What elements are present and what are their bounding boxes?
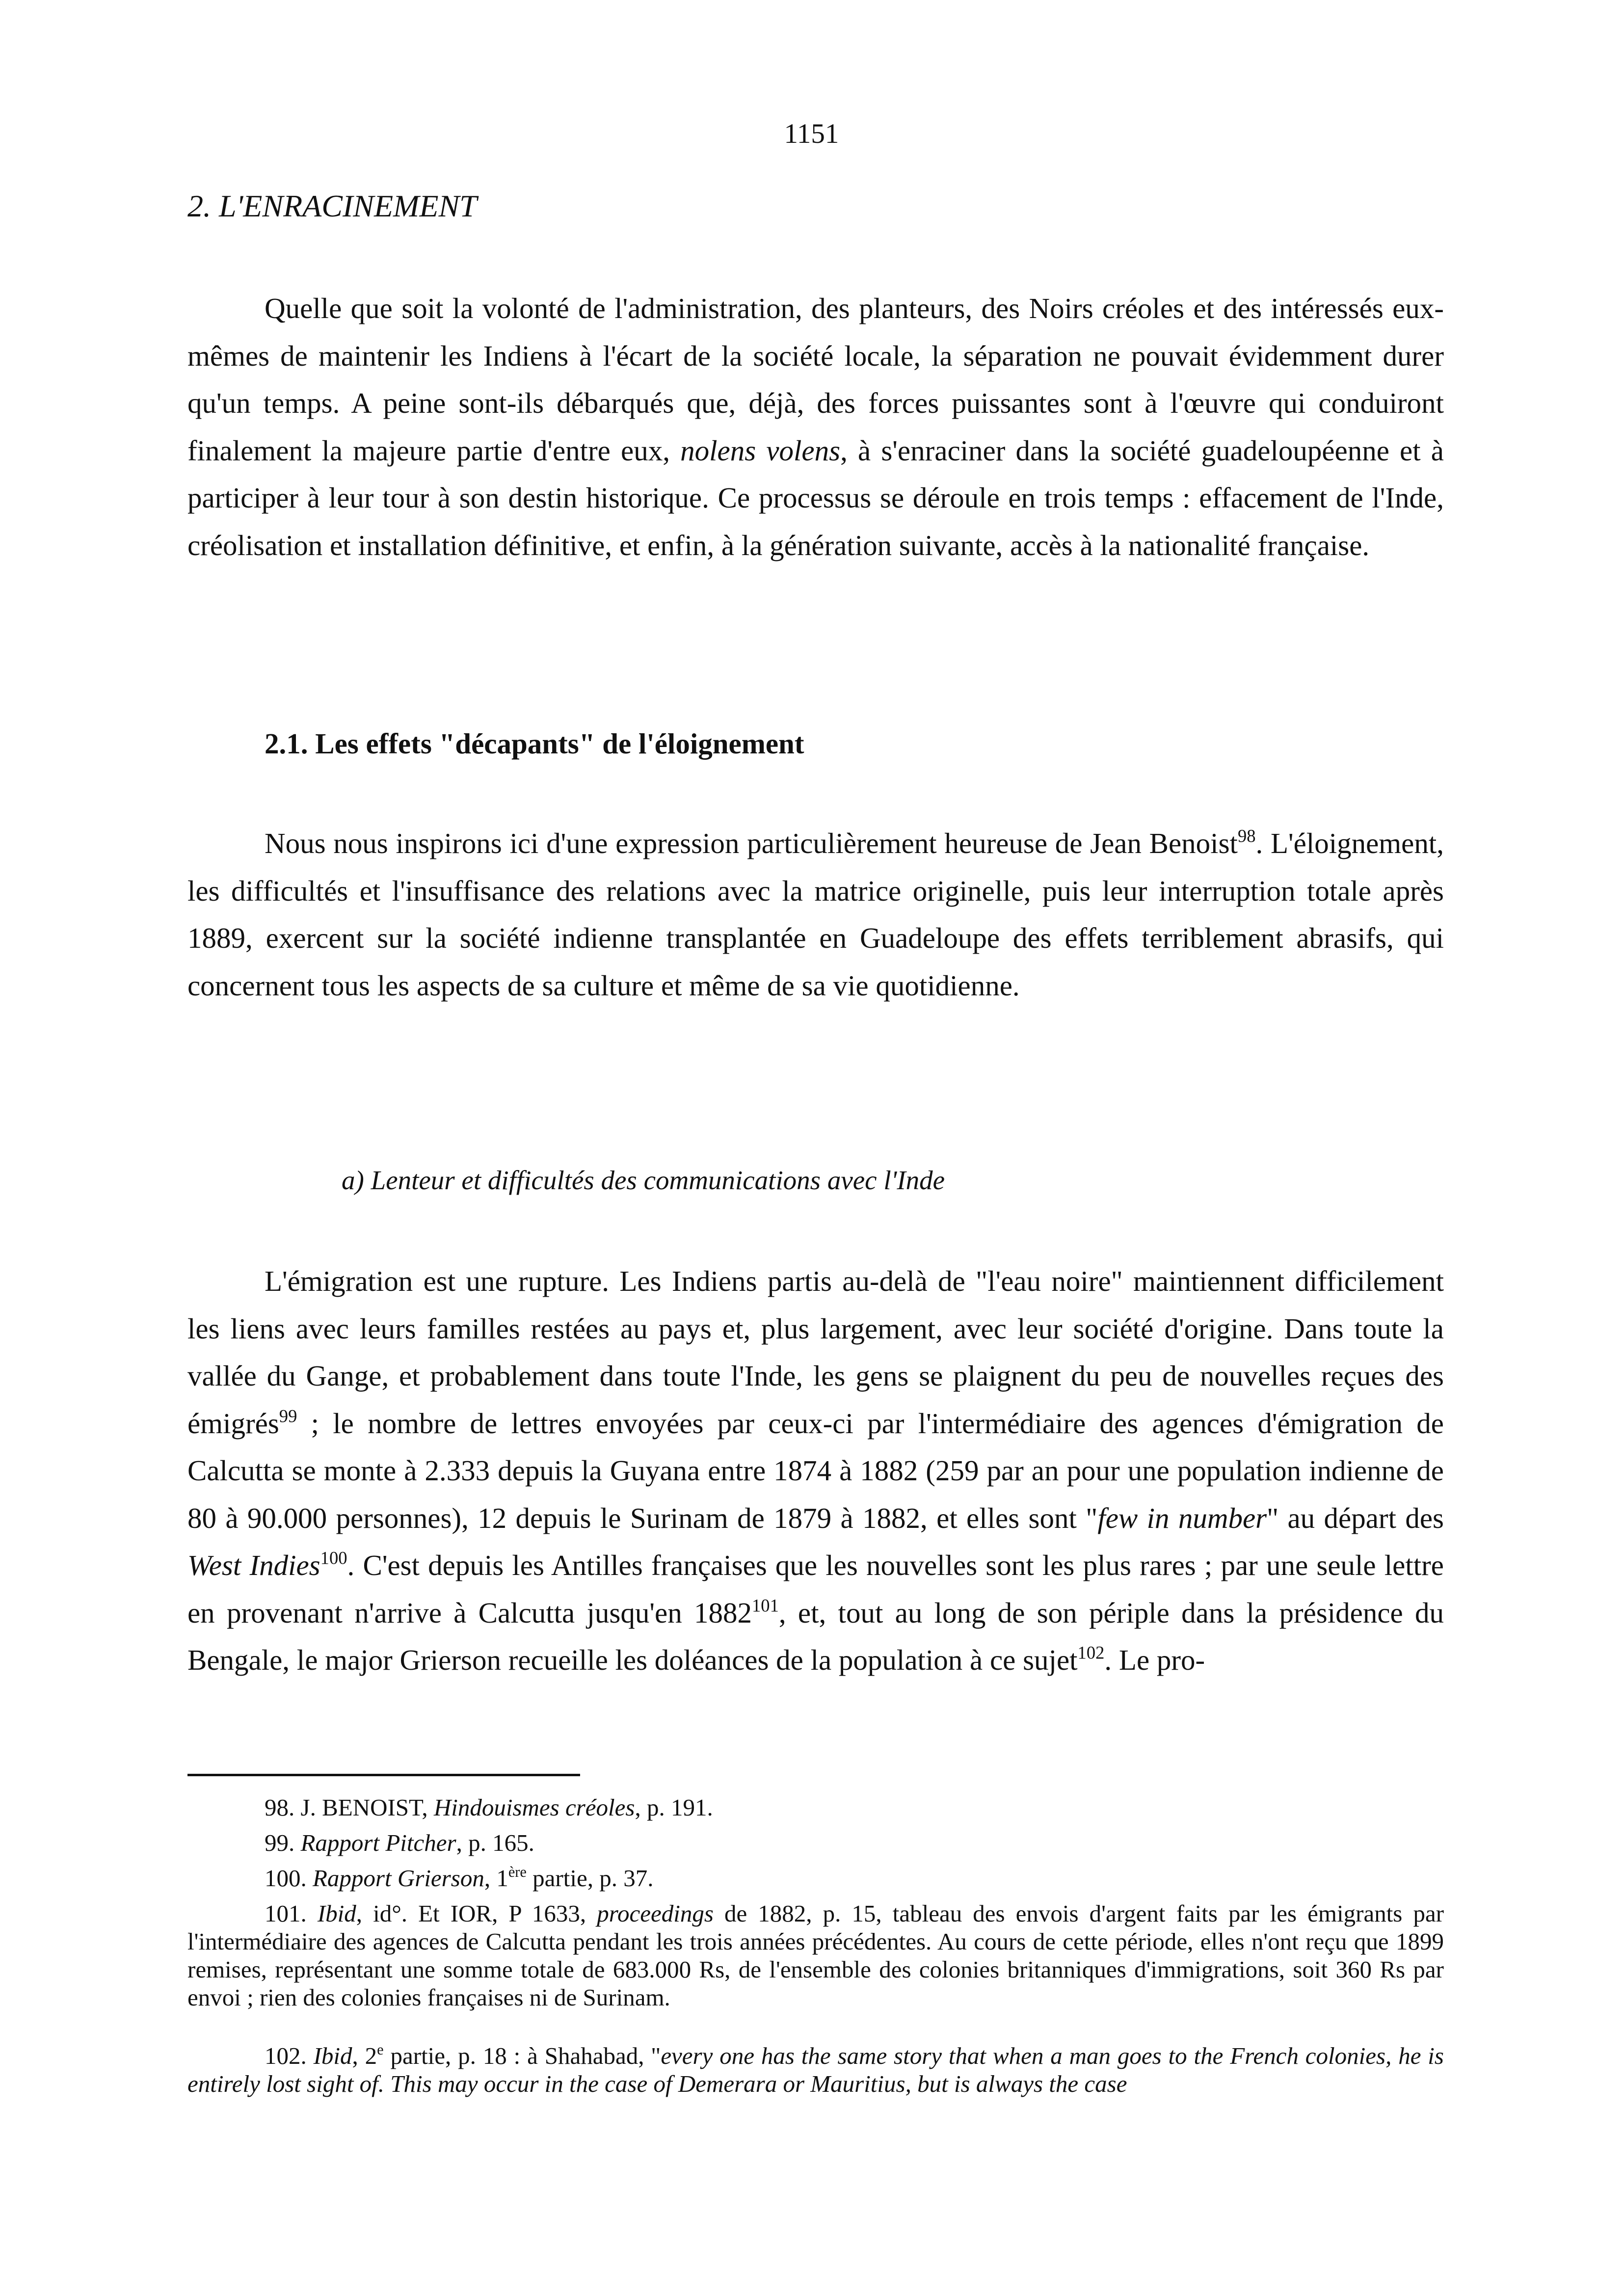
subsection-paragraph xyxy=(187,820,1444,1009)
fn99-page: , p. 165. xyxy=(456,1829,534,1856)
fn101-ibid: Ibid xyxy=(317,1900,356,1927)
fn101-num: 101. xyxy=(265,1900,318,1927)
fn100-num: 100. xyxy=(265,1865,313,1892)
footnote-99 xyxy=(187,1829,1444,1857)
sub-subsection-title: a) Lenteur et difficultés des communications avec l'Inde xyxy=(342,1165,945,1195)
footnote-ref-102[interactable]: 102 xyxy=(1077,1642,1105,1663)
main-italic-1: few in number xyxy=(1097,1501,1267,1534)
fn102-quote: every one has the same story that when a man goes to the French colonies, he is entirely lost sight of. This may occur in the case of Demerara or Mauritius, but is always the case xyxy=(187,2042,1444,2097)
main-text-1: L'émigration est une rupture. Les Indiens partis au-delà de "l'eau noire" maintiennent difficilement les liens avec leurs familles restées au pays et, plus largement, avec leur société d'origine. Dans toute la vallée du Gange, et probablement dans toute l'Inde, les gens se plaignent du peu de nouvelles reçues des émigrés xyxy=(187,1265,1444,1440)
fn102-ibid: Ibid xyxy=(313,2042,352,2069)
footnote-ref-100[interactable]: 100 xyxy=(320,1548,347,1568)
fn98-title: Hindouismes créoles xyxy=(433,1794,635,1821)
fn100-title: Rapport Grierson xyxy=(313,1865,484,1892)
sub-text-2: . L'éloignement, les difficultés et l'insuffisance des relations avec la matrice originelle, puis leur interruption totale après 1889, exercent sur la société indienne transplantée en Guadeloupe des effets terriblement abrasifs, qui concernent tous les aspects de sa culture et même de sa vie quotidienne. xyxy=(187,827,1444,1002)
footnote-102 xyxy=(187,2042,1444,2098)
fn102-text-2: partie, p. 18 : à Shahabad, " xyxy=(383,2042,661,2069)
main-text-2: ; le nombre de lettres envoyées par ceux-ci par l'intermédiaire des agences d'émigration de Calcutta se monte à 2.333 depuis la Guyana entre 1874 à 1882 (259 par an pour une population indienne de 80 à 90.000 personnes), 12 depuis le Surinam de 1879 à 1882, et elles sont " xyxy=(187,1407,1444,1534)
main-paragraph xyxy=(187,1257,1444,1684)
fn100-page: partie, p. 37. xyxy=(526,1865,654,1892)
fn98-page: , p. 191. xyxy=(635,1794,713,1821)
main-text-5: , et, tout au long de son périple dans la présidence du Bengale, le major Grierson recueille les doléances de la population à ce sujet xyxy=(187,1596,1444,1676)
main-text-4: . C'est depuis les Antilles françaises que les nouvelles sont les plus rares ; par une seule lettre en provenant n'arrive à Calcutta jusqu'en 1882 xyxy=(187,1549,1444,1629)
fn101-text-2: de 1882, p. 15, tableau des envois d'argent faits par les émigrants par l'intermédiaire des agences de Calcutta pendant les trois années précédentes. Au cours de cette période, elles n'ont reçu que 1899 remises, représentant une somme totale de 683.000 Rs, de l'ensemble des colonies britanniques d'immigrations, soit 360 Rs par envoi ; rien des colonies françaises ni de Surinam. xyxy=(187,1900,1444,2011)
intro-italic: nolens volens xyxy=(680,434,841,467)
footnote-101 xyxy=(187,1899,1444,2011)
intro-paragraph xyxy=(187,285,1444,569)
fn102-num: 102. xyxy=(265,2042,314,2069)
sub-text-1: Nous nous inspirons ici d'une expression particulièrement heureuse de Jean Benoist xyxy=(265,827,1238,859)
fn100-sup: ère xyxy=(508,1864,527,1881)
fn101-text-1: , id°. Et IOR, P 1633, xyxy=(356,1900,597,1927)
intro-text-1: Quelle que soit la volonté de l'administration, des planteurs, des Noirs créoles et des intéressés eux-mêmes de maintenir les Indiens à l'écart de la société locale, la séparation ne pouvait évidemment durer qu'un temps. A peine sont-ils débarqués que, déjà, des forces puissantes sont à l'œuvre qui conduiront finalement la majeure partie d'entre eux, xyxy=(187,292,1444,467)
page-number: 1151 xyxy=(784,118,839,149)
intro-text-2: , à s'enraciner dans la société guadeloupéenne et à participer à leur tour à son destin historique. Ce processus se déroule en trois temps : effacement de l'Inde, créolisation et installation définitive, et enfin, à la génération suivante, accès à la nationalité française. xyxy=(187,434,1444,561)
footnote-separator xyxy=(187,1774,580,1776)
fn99-title: Rapport Pitcher xyxy=(300,1829,456,1856)
main-text-3: " au départ des xyxy=(1267,1501,1444,1534)
footnote-ref-99[interactable]: 99 xyxy=(279,1405,297,1426)
fn102-text-1: , 2 xyxy=(352,2042,377,2069)
footnote-ref-101[interactable]: 101 xyxy=(752,1595,779,1615)
main-text-6: . Le pro- xyxy=(1104,1644,1205,1676)
footnote-98 xyxy=(187,1793,1444,1821)
fn100-text: , 1 xyxy=(484,1865,508,1892)
footnote-ref-98[interactable]: 98 xyxy=(1237,826,1256,846)
subsection-title: 2.1. Les effets "décapants" de l'éloignement xyxy=(265,727,804,760)
section-title: 2. L'ENRACINEMENT xyxy=(187,188,477,223)
fn99-num: 99. xyxy=(265,1829,301,1856)
footnote-100 xyxy=(187,1864,1444,1892)
fn101-italic: proceedings xyxy=(597,1900,714,1927)
fn98-num: 98. J. BENOIST, xyxy=(265,1794,434,1821)
fn102-sup: e xyxy=(377,2041,384,2058)
main-italic-2: West Indies xyxy=(187,1549,320,1581)
